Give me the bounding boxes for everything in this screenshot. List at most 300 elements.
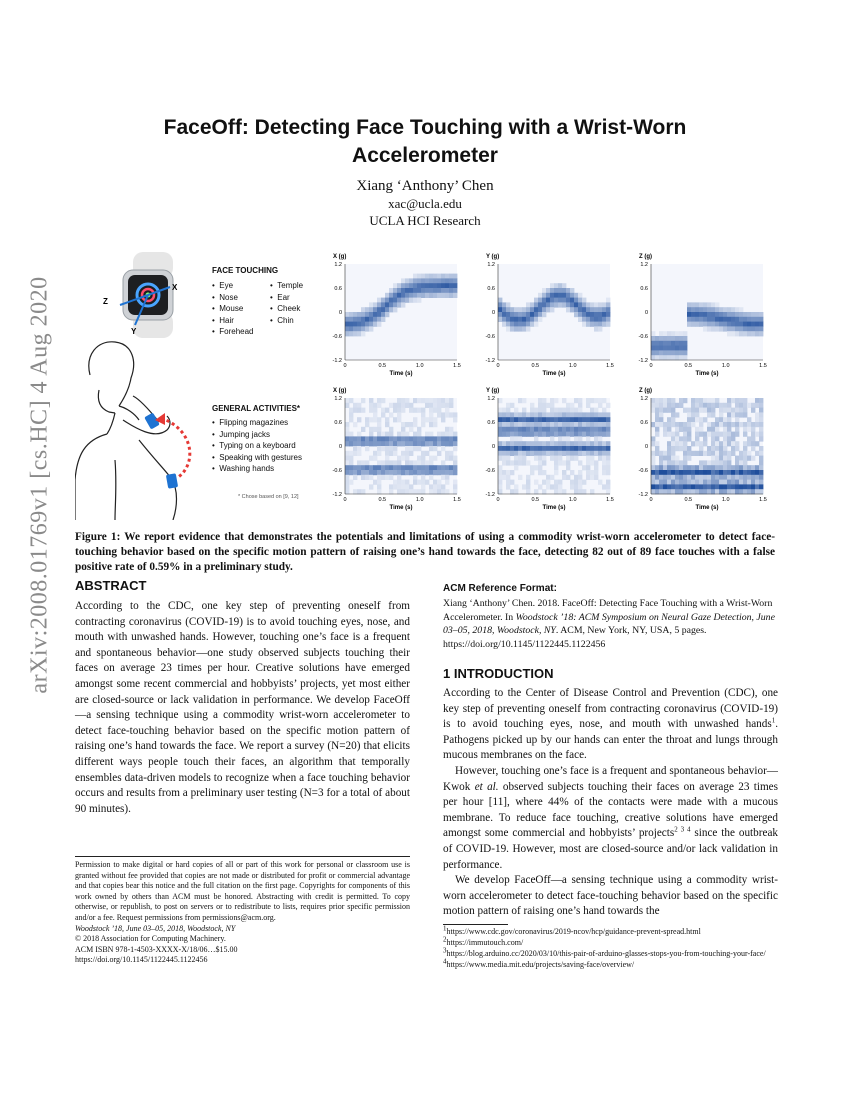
heatmap-cell: [530, 322, 534, 327]
heatmap-cell: [570, 441, 574, 446]
heatmap-cell: [590, 460, 594, 465]
heatmap-cell: [506, 326, 510, 331]
heatmap-cell: [433, 489, 437, 494]
heatmap-cell: [538, 446, 542, 451]
raise-arrow: [161, 418, 190, 478]
heatmap-cell: [357, 446, 361, 451]
y-tick-label: 0: [491, 310, 495, 316]
heatmap-cell: [582, 412, 586, 417]
heatmap-cell: [659, 465, 663, 470]
heatmap-cell: [413, 417, 417, 422]
heatmap-cell: [534, 298, 538, 303]
heatmap-cell: [554, 412, 558, 417]
heatmap-cell: [357, 417, 361, 422]
heatmap-cell: [606, 417, 610, 422]
heatmap-cell: [671, 489, 675, 494]
heatmap-cell: [723, 446, 727, 451]
heatmap-cell: [506, 460, 510, 465]
heatmap-cell: [566, 427, 570, 432]
heatmap-cell: [598, 398, 602, 403]
heatmap-cell: [405, 489, 409, 494]
heatmap-cell: [715, 436, 719, 441]
heatmap-cell: [449, 293, 453, 298]
plot-title: Z (g): [639, 254, 652, 260]
heatmap-cell: [353, 322, 357, 327]
heatmap-cell: [578, 403, 582, 408]
heatmap-cell: [433, 278, 437, 283]
heatmap-cell: [586, 317, 590, 322]
heatmap-cell: [578, 436, 582, 441]
heatmap-cell: [534, 307, 538, 312]
heatmap-cell: [711, 422, 715, 427]
heatmap-cell: [687, 422, 691, 427]
heatmap-cell: [349, 441, 353, 446]
heatmap-cell: [566, 465, 570, 470]
heatmap-cell: [409, 427, 413, 432]
heatmap-cell: [405, 456, 409, 461]
heatmap-cell: [421, 451, 425, 456]
heatmap-cell: [695, 441, 699, 446]
heatmap-cell: [679, 446, 683, 451]
heatmap-cell: [437, 293, 441, 298]
heatmap-cell: [602, 322, 606, 327]
heatmap-cell: [739, 451, 743, 456]
heatmap-cell: [510, 489, 514, 494]
heatmap-cell: [755, 317, 759, 322]
heatmap-cell: [401, 408, 405, 413]
heatmap-cell: [498, 307, 502, 312]
heatmap-cell: [667, 441, 671, 446]
heatmap-cell: [381, 307, 385, 312]
heatmap-cell: [514, 427, 518, 432]
paper-title: [100, 114, 750, 170]
heatmap-cell: [602, 312, 606, 317]
heatmap-cell: [723, 322, 727, 327]
heatmap-cell: [751, 470, 755, 475]
heatmap-cell: [357, 489, 361, 494]
list-item: • Hair: [212, 315, 234, 325]
heatmap-cell: [747, 436, 751, 441]
heatmap-cell: [727, 456, 731, 461]
heatmap-cell: [393, 446, 397, 451]
heatmap-cell: [502, 456, 506, 461]
heatmap-cell: [671, 441, 675, 446]
heatmap-cell: [671, 446, 675, 451]
heatmap-cell: [739, 307, 743, 312]
heatmap-cell: [365, 441, 369, 446]
heatmap-cell: [570, 293, 574, 298]
heatmap-cell: [381, 312, 385, 317]
heatmap-cell: [554, 484, 558, 489]
heatmap-cell: [727, 470, 731, 475]
heatmap-cell: [675, 336, 679, 341]
heatmap-cell: [731, 436, 735, 441]
plot-title: Z (g): [639, 388, 652, 394]
heatmap-cell: [683, 441, 687, 446]
heatmap-cell: [502, 422, 506, 427]
heatmap-cell: [711, 470, 715, 475]
heatmap-cell: [707, 326, 711, 331]
y-tick-label: 0.6: [334, 286, 342, 292]
heatmap-cell: [558, 489, 562, 494]
heatmap-cell: [530, 432, 534, 437]
list-item: • Forehead: [212, 327, 254, 337]
heatmap-cell: [755, 312, 759, 317]
heatmap-cell: [679, 470, 683, 475]
heatmap-cell: [743, 422, 747, 427]
heatmap-cell: [574, 480, 578, 485]
heatmap-cell: [429, 436, 433, 441]
heatmap-cell: [659, 346, 663, 351]
heatmap-cell: [522, 307, 526, 312]
x-axis-label: Time (s): [695, 505, 719, 511]
heatmap-cell: [578, 317, 582, 322]
heatmap-cell: [554, 470, 558, 475]
heatmap-cell: [409, 298, 413, 303]
heatmap-cell: [699, 307, 703, 312]
heatmap-cell: [554, 460, 558, 465]
heatmap-cell: [413, 432, 417, 437]
heatmap-cell: [570, 470, 574, 475]
heatmap-cell: [445, 465, 449, 470]
permission-rule: [75, 856, 410, 857]
heatmap-cell: [683, 475, 687, 480]
heatmap-cell: [393, 408, 397, 413]
heatmap-cell: [570, 298, 574, 303]
wrist-watch-lowered: [166, 473, 178, 489]
heatmap-cell: [365, 312, 369, 317]
heatmap-cell: [675, 341, 679, 346]
heatmap-cell: [522, 451, 526, 456]
heatmap-cell: [389, 293, 393, 298]
heatmap-cell: [598, 432, 602, 437]
plot-title: X (g): [333, 254, 347, 260]
heatmap-cell: [445, 403, 449, 408]
heatmap-cell: [530, 302, 534, 307]
heatmap-cell: [445, 432, 449, 437]
y-tick-label: 0.6: [487, 420, 495, 426]
heatmap-cell: [578, 307, 582, 312]
heatmap-cell: [651, 489, 655, 494]
heatmap-cell: [719, 322, 723, 327]
heatmap-cell: [397, 408, 401, 413]
heatmap-cell: [534, 312, 538, 317]
heatmap-cell: [699, 460, 703, 465]
heatmap-cell: [739, 470, 743, 475]
heatmap-cell: [546, 417, 550, 422]
heatmap-cell: [429, 274, 433, 279]
heatmap-cell: [373, 307, 377, 312]
heatmap-cell: [437, 436, 441, 441]
heatmap-cell: [441, 293, 445, 298]
heatmap-cell: [445, 451, 449, 456]
heatmap-cell: [675, 403, 679, 408]
heatmap-cell: [683, 480, 687, 485]
heatmap-cell: [441, 288, 445, 293]
heatmap-cell: [566, 417, 570, 422]
heatmap-cell: [699, 417, 703, 422]
heatmap-cell: [550, 422, 554, 427]
heatmap-cell: [361, 489, 365, 494]
heatmap-cell: [655, 417, 659, 422]
heatmap-cell: [550, 403, 554, 408]
heatmap-cell: [715, 451, 719, 456]
heatmap-cell: [671, 451, 675, 456]
general-activities-list: [212, 417, 302, 475]
heatmap-cell: [731, 480, 735, 485]
heatmap-cell: [449, 470, 453, 475]
heatmap-cell: [747, 417, 751, 422]
heatmap-cell: [522, 322, 526, 327]
heatmap-cell: [723, 408, 727, 413]
heatmap-cell: [590, 489, 594, 494]
y-tick-label: 0: [644, 444, 648, 450]
heatmap-cell: [421, 441, 425, 446]
heatmap-cell: [703, 436, 707, 441]
heatmap-cell: [719, 451, 723, 456]
heatmap-cell: [739, 403, 743, 408]
heatmap-cell: [381, 298, 385, 303]
heatmap-cell: [441, 484, 445, 489]
heatmap-cell: [671, 480, 675, 485]
heatmap-cell: [546, 446, 550, 451]
heatmap-cell: [510, 432, 514, 437]
heatmap-cell: [695, 480, 699, 485]
heatmap-cell: [715, 322, 719, 327]
acm-ref-part2: . ACM, New York, NY, USA, 5 pages. https://doi.org/10.1145/1122445.1122456: [443, 625, 707, 650]
heatmap-cell: [574, 432, 578, 437]
heatmap-cell: [550, 408, 554, 413]
heatmap-cell: [353, 436, 357, 441]
heatmap-cell: [441, 412, 445, 417]
heatmap-cell: [578, 417, 582, 422]
y-tick-label: 1.2: [640, 262, 648, 268]
heatmap-cell: [699, 302, 703, 307]
heatmap-cell: [361, 322, 365, 327]
heatmap-cell: [429, 465, 433, 470]
heatmap-cell: [369, 456, 373, 461]
heatmap-cell: [397, 484, 401, 489]
heatmap-cell: [538, 317, 542, 322]
heatmap-cell: [377, 417, 381, 422]
heatmap-cell: [703, 470, 707, 475]
heatmap-cell: [373, 417, 377, 422]
heatmap-cell: [385, 293, 389, 298]
heatmap-cell: [727, 322, 731, 327]
heatmap-cell: [715, 489, 719, 494]
heatmap-cell: [578, 460, 582, 465]
heatmap-cell: [369, 307, 373, 312]
heatmap-cell: [731, 446, 735, 451]
heatmap-cell: [715, 475, 719, 480]
list-item: • Washing hands: [212, 464, 275, 474]
heatmap-cell: [739, 398, 743, 403]
heatmap-cell: [687, 480, 691, 485]
heatmap-cell: [397, 489, 401, 494]
heatmap-cell: [659, 470, 663, 475]
heatmap-cell: [675, 436, 679, 441]
heatmap-cell: [506, 317, 510, 322]
heatmap-cell: [526, 326, 530, 331]
heatmap-cell: [695, 403, 699, 408]
heatmap-cell: [385, 451, 389, 456]
acm-ref-venue: Woodstock ’18: ACM Symposium on Neural Gaze Detection, June 03–05, 2018, Woodstock, NY: [443, 611, 775, 636]
heatmap-cell: [723, 422, 727, 427]
heatmap-cell: [695, 312, 699, 317]
heatmap-cell: [667, 484, 671, 489]
heatmap-cell: [357, 470, 361, 475]
heatmap-cell: [510, 470, 514, 475]
heatmap-cell: [385, 441, 389, 446]
heatmap-cell: [409, 288, 413, 293]
heatmap-cell: [719, 480, 723, 485]
heatmap-cell: [401, 398, 405, 403]
heatmap-cell: [538, 460, 542, 465]
heatmap-cell: [687, 322, 691, 327]
heatmap-cell: [598, 451, 602, 456]
x-tick-label: 1.0: [415, 497, 424, 503]
x-axis-label: Time (s): [695, 371, 719, 377]
heatmap-cell: [739, 408, 743, 413]
heatmap-cell: [655, 470, 659, 475]
heatmap-cell: [759, 322, 763, 327]
heatmap-cell: [369, 417, 373, 422]
heatmap-cell: [526, 489, 530, 494]
heatmap-cell: [421, 278, 425, 283]
heatmap-cell: [699, 441, 703, 446]
heatmap-cell: [566, 475, 570, 480]
heatmap-cell: [743, 412, 747, 417]
heatmap-cell: [582, 307, 586, 312]
heatmap-cell: [546, 293, 550, 298]
heatmap-cell: [679, 436, 683, 441]
heatmap-cell: [498, 446, 502, 451]
heatmap-cell: [755, 465, 759, 470]
heatmap-cell: [437, 489, 441, 494]
heatmap-cell: [727, 326, 731, 331]
heatmap-cell: [393, 307, 397, 312]
heatmap-cell: [691, 322, 695, 327]
heatmap-cell: [417, 298, 421, 303]
heatmap-cell: [558, 298, 562, 303]
heatmap-cell: [703, 307, 707, 312]
heatmap-cell: [719, 326, 723, 331]
heatmap-cell: [570, 446, 574, 451]
face-touching-list-col2: [270, 280, 303, 326]
heatmap-cell: [393, 302, 397, 307]
heatmap-cell: [715, 446, 719, 451]
heatmap-cell: [397, 432, 401, 437]
heatmap-cell: [498, 408, 502, 413]
heatmap-cell: [751, 317, 755, 322]
heatmap-cell: [655, 355, 659, 360]
heatmap-cell: [566, 298, 570, 303]
heatmap-cell: [590, 475, 594, 480]
heatmap-cell: [365, 322, 369, 327]
heatmap-cell: [679, 475, 683, 480]
footnote-4: $^4$https://www.media.mit.edu/projects/saving-face/overview/: [443, 957, 635, 969]
heatmap-cell: [538, 298, 542, 303]
heatmap-cell: [578, 475, 582, 480]
heatmap-cell: [377, 432, 381, 437]
heatmap-cell: [397, 288, 401, 293]
heatmap-cell: [723, 441, 727, 446]
heatmap-cell: [574, 398, 578, 403]
y-tick-label: -1.2: [638, 492, 648, 498]
heatmap-cell: [715, 465, 719, 470]
heatmap-cell: [739, 326, 743, 331]
heatmap-cell: [530, 446, 534, 451]
x-tick-label: 0.5: [684, 497, 693, 503]
heatmap-cell: [719, 412, 723, 417]
heatmap-cell: [389, 427, 393, 432]
heatmap-cell: [510, 480, 514, 485]
heatmap-cell: [413, 475, 417, 480]
heatmap-cell: [502, 312, 506, 317]
heatmap-cell: [429, 456, 433, 461]
heatmap-cell: [715, 441, 719, 446]
heatmap-cell: [606, 403, 610, 408]
heatmap-cell: [441, 278, 445, 283]
heatmap-cell: [679, 346, 683, 351]
heatmap-cell: [534, 417, 538, 422]
heatmap-cell: [691, 408, 695, 413]
heatmap-cell: [530, 427, 534, 432]
heatmap-cell: [663, 460, 667, 465]
heatmap-cell: [566, 436, 570, 441]
heatmap-cell: [433, 403, 437, 408]
heatmap-cell: [421, 460, 425, 465]
heatmap-cell: [566, 403, 570, 408]
heatmap-cell: [522, 427, 526, 432]
heatmap-cell: [703, 398, 707, 403]
heatmap-cell: [361, 326, 365, 331]
heatmap-cell: [441, 436, 445, 441]
heatmap-cell: [369, 317, 373, 322]
heatmap-cell: [437, 408, 441, 413]
heatmap-cell: [727, 307, 731, 312]
heatmap-cell: [365, 470, 369, 475]
heatmap-cell: [510, 412, 514, 417]
heatmap-cell: [711, 412, 715, 417]
heatmap-cell: [735, 489, 739, 494]
heatmap-cell: [365, 317, 369, 322]
heatmap-cell: [506, 403, 510, 408]
heatmap-cell: [409, 451, 413, 456]
heatmap-cell: [562, 441, 566, 446]
heatmap-cell: [739, 480, 743, 485]
heatmap-cell: [739, 460, 743, 465]
heatmap-cell: [385, 312, 389, 317]
heatmap-cell: [715, 480, 719, 485]
heatmap-cell: [522, 456, 526, 461]
heatmap-cell: [691, 475, 695, 480]
heatmap-cell: [739, 412, 743, 417]
heatmap-cell: [711, 484, 715, 489]
heatmap-cell: [755, 484, 759, 489]
list-item: • Nose: [212, 292, 238, 302]
heatmap-cell: [691, 312, 695, 317]
heatmap-cell: [546, 484, 550, 489]
heatmap-cell: [498, 475, 502, 480]
heatmap-cell: [433, 422, 437, 427]
heatmap-cell: [534, 465, 538, 470]
heatmap-cell: [691, 441, 695, 446]
heatmap-cell: [606, 446, 610, 451]
heatmap-cell: [562, 398, 566, 403]
heatmap-cell: [453, 412, 457, 417]
heatmap-cell: [554, 293, 558, 298]
